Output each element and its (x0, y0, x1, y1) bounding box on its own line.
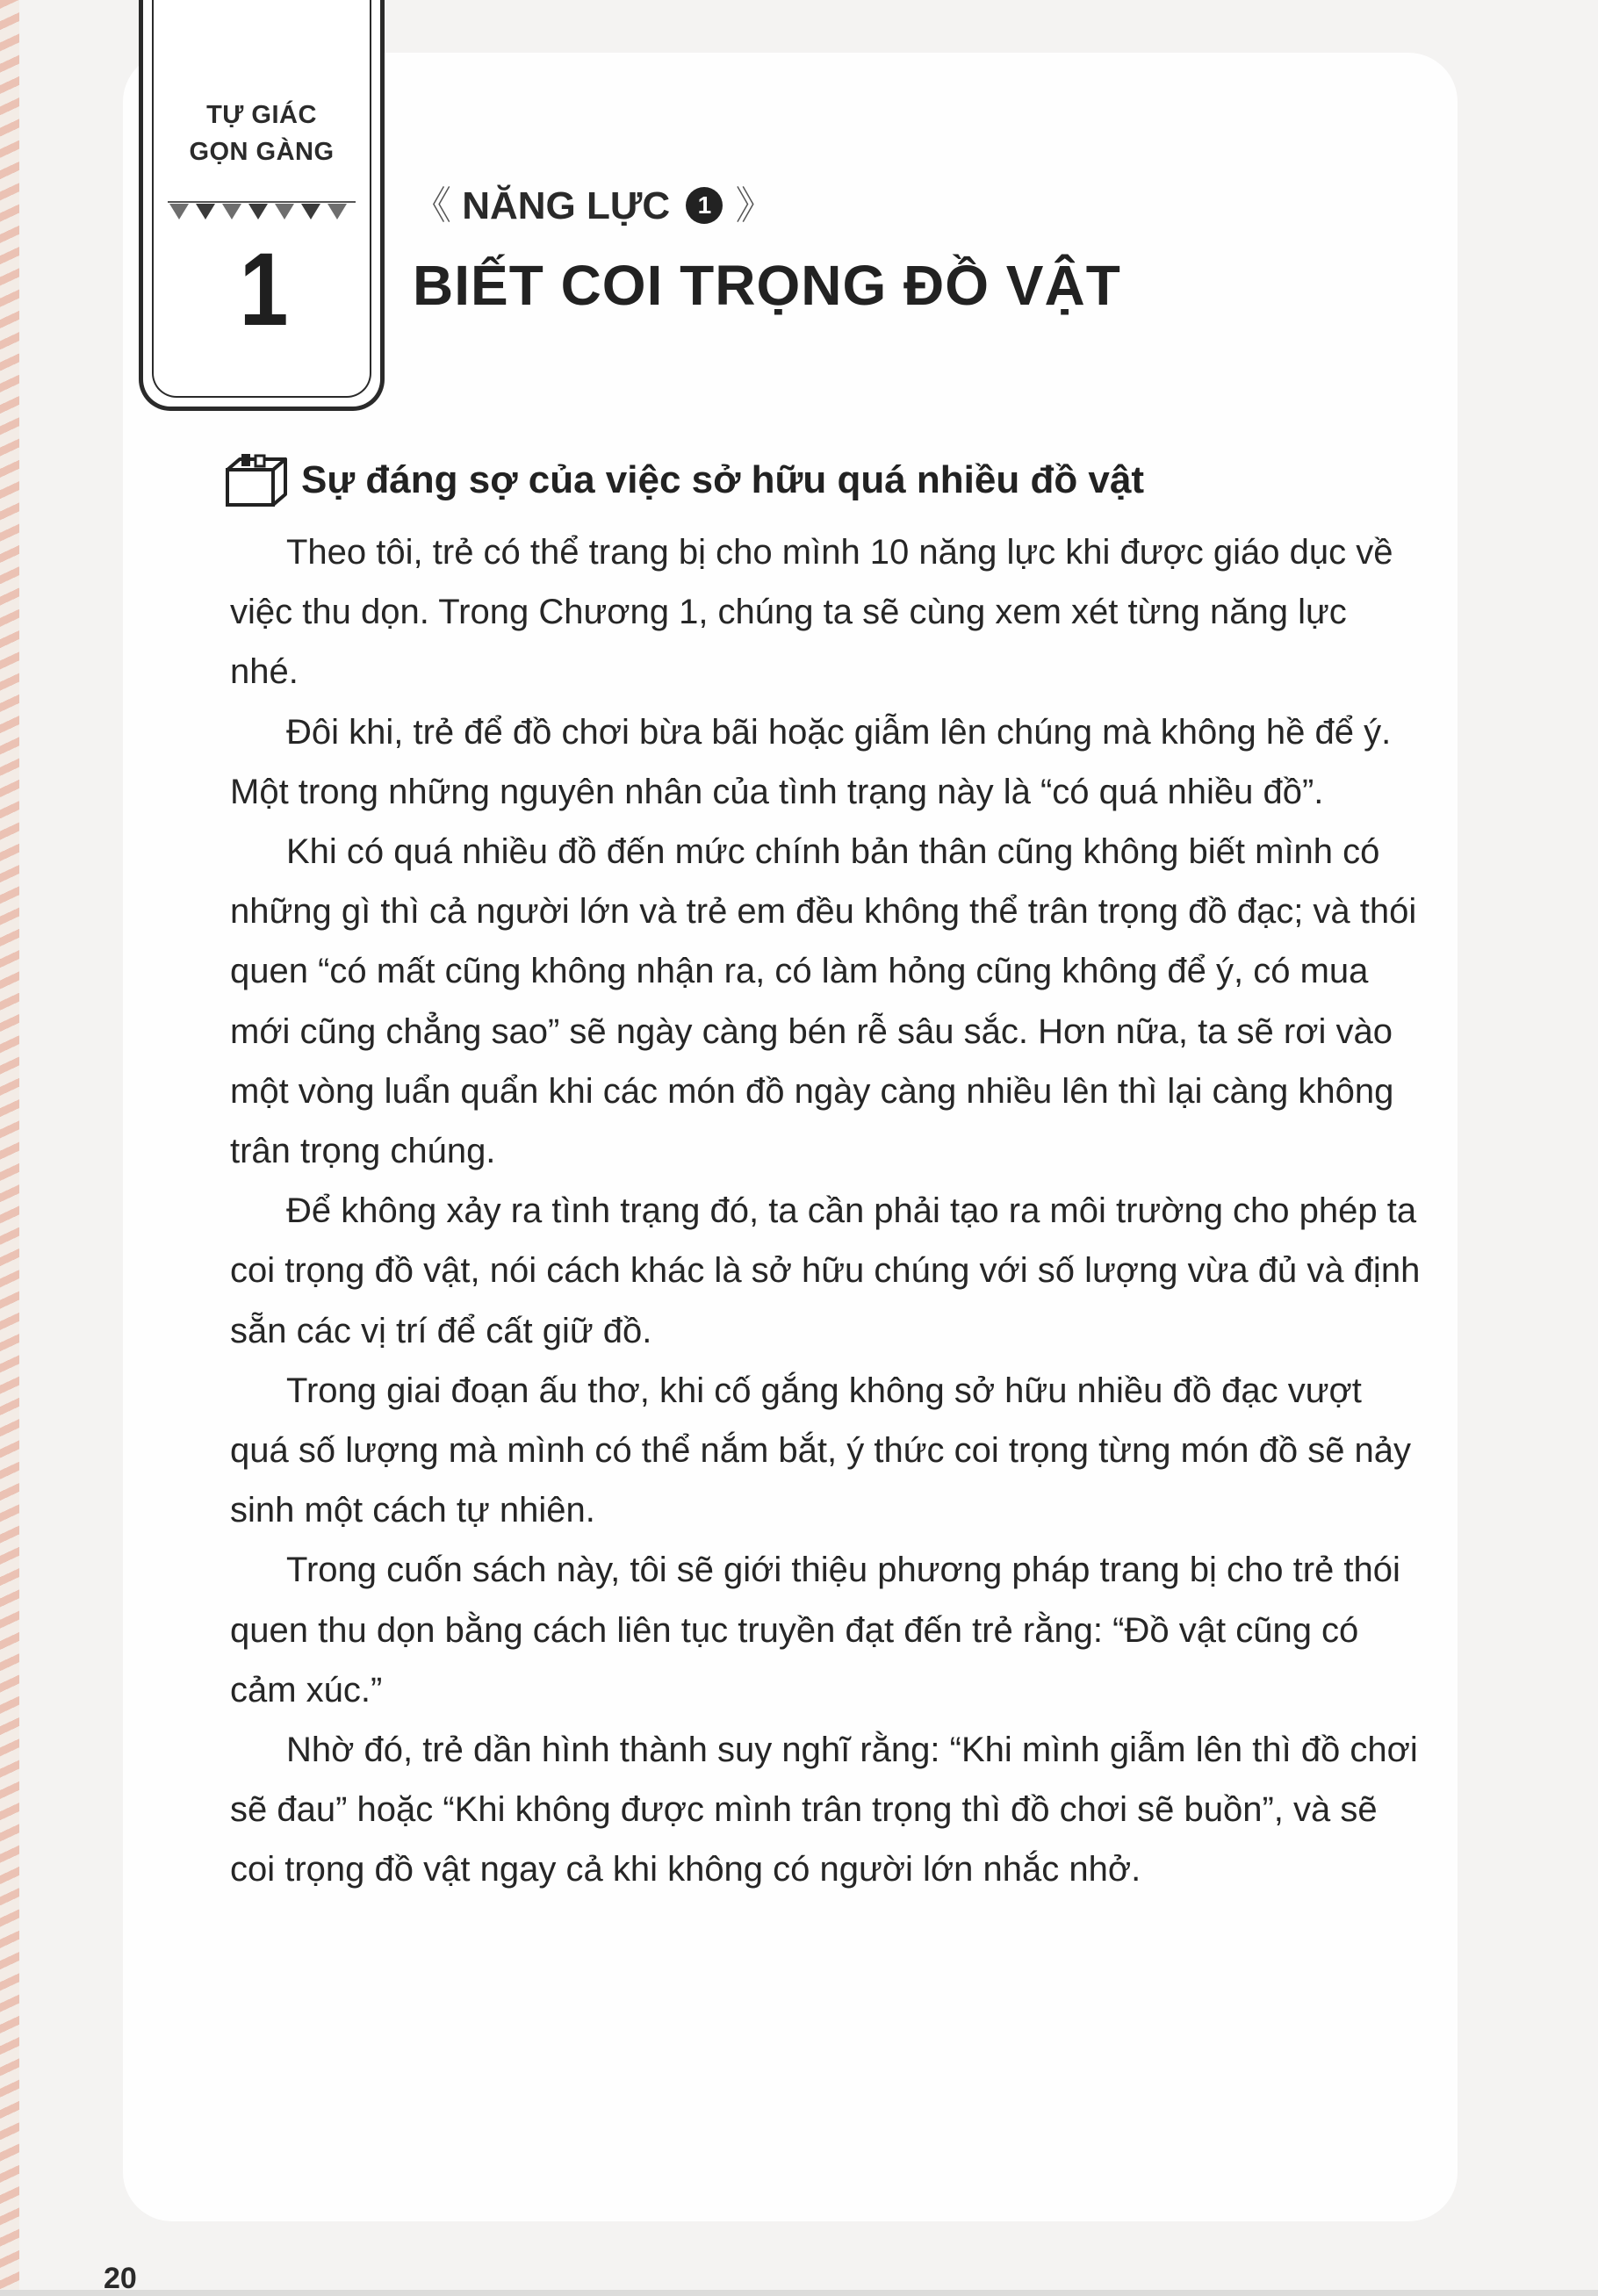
page-number: 20 (104, 2262, 137, 2295)
open-bracket: 《 (413, 184, 451, 227)
paragraph: Khi có quá nhiều đồ đến mức chính bản thân cũng không biết mình có những gì thì cả người lớn và trẻ em đều không thể trân trọng đồ đạc; và thói quen “có mất cũng không nhận ra, có làm hỏng cũng không để ý, có mua mới cũng chẳng sao” sẽ ngày càng bén rễ sâu sắc. Hơn nữa, ta sẽ rơi vào một vòng luẩn quẩn khi các món đồ ngày càng nhiều lên thì lại càng không trân trọng chúng. (230, 832, 1417, 1171)
paragraph: Nhờ đó, trẻ dần hình thành suy nghĩ rằng: “Khi mình giẫm lên thì đồ chơi sẽ đau” hoặc “Khi không được mình trân trọng thì đồ chơi sẽ buồn”, và sẽ coi trọng đồ vật ngay cả khi không có người lớn nhắc nhở. (230, 1731, 1418, 1889)
chapter-tab-title (143, 97, 380, 170)
paragraph: Đôi khi, trẻ để đồ chơi bừa bãi hoặc giẫm lên chúng mà không hề để ý. Một trong những nguyên nhân của tình trạng này là “có quá nhiều đồ”. (230, 712, 1392, 811)
paragraph: Trong giai đoạn ấu thơ, khi cố gắng không sở hữu nhiều đồ đạc vượt quá số lượng mà mình có thể nắm bắt, ý thức coi trọng từng món đồ sẽ nảy sinh một cách tự nhiên. (230, 1371, 1412, 1530)
section-heading-text: Sự đáng sợ của việc sở hữu quá nhiều đồ vật (301, 458, 1145, 501)
pennant-banner-icon (168, 198, 356, 225)
decorative-stripe-edge (0, 0, 19, 2290)
competency-number-badge: 1 (686, 187, 723, 224)
chapter-tab (139, 0, 385, 411)
paragraph: Trong cuốn sách này, tôi sẽ giới thiệu phương pháp trang bị cho trẻ thói quen thu dọn bằng cách liên tục truyền đạt đến trẻ rằng: “Đồ vật cũng có cảm xúc.” (230, 1551, 1400, 1709)
body-text (230, 522, 1424, 1900)
competency-text: NĂNG LỰC (462, 184, 671, 227)
section-heading (224, 452, 1144, 508)
competency-label (413, 180, 774, 233)
chapter-number: 1 (239, 232, 284, 348)
close-bracket: 》 (735, 184, 774, 227)
paragraph: Theo tôi, trẻ có thể trang bị cho mình 10 năng lực khi được giáo dục về việc thu dọn. Trong Chương 1, chúng ta sẽ cùng xem xét từng năng lực nhé. (230, 533, 1393, 692)
chapter-tab-line2: GỌN GÀNG (189, 138, 335, 166)
paragraph: Để không xảy ra tình trạng đó, ta cần phải tạo ra môi trường cho phép ta coi trọng đồ vật, nói cách khác là sở hữu chúng với số lượng vừa đủ và định sẵn các vị trí để cất giữ đồ. (230, 1191, 1421, 1350)
box-icon (224, 452, 291, 508)
page-title: BIẾT COI TRỌNG ĐỒ VẬT (413, 254, 1121, 317)
chapter-tab-line1: TỰ GIÁC (206, 101, 317, 129)
